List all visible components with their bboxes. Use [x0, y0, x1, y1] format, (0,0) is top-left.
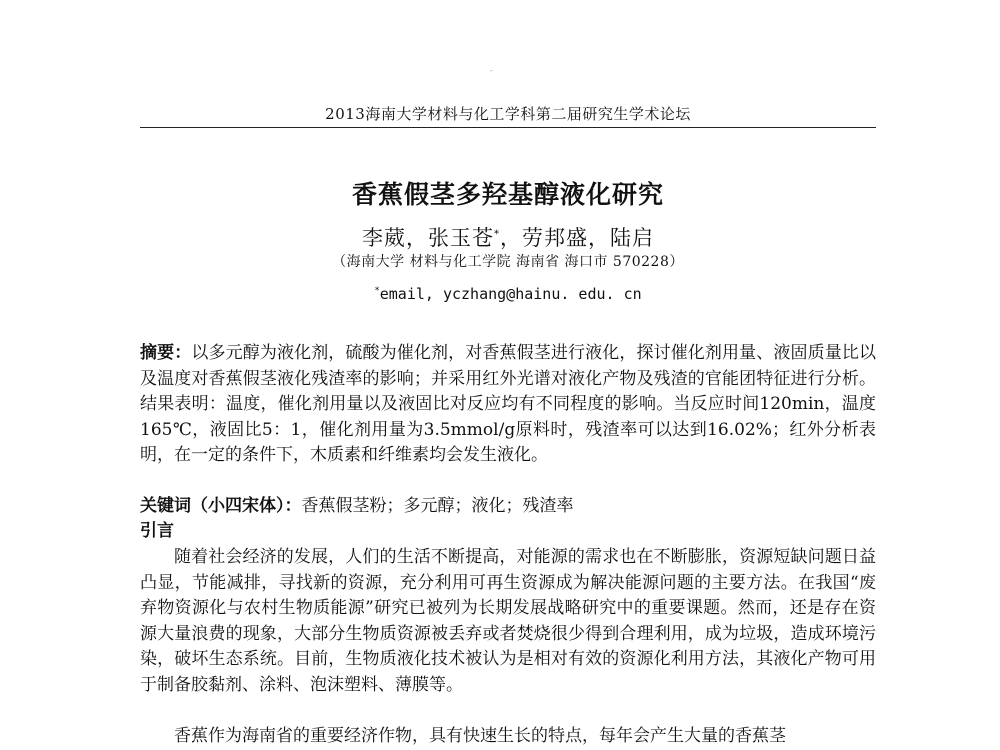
scan-speck: - — [490, 66, 493, 75]
abstract-label: 摘要： — [140, 343, 192, 363]
author-line — [140, 222, 876, 252]
email-mark: * — [374, 286, 380, 296]
conference-header: 2013海南大学材料与化工学科第二届研究生学术论坛 — [325, 105, 691, 123]
keywords-text: 香蕉假茎粉；多元醇；液化；残渣率 — [301, 496, 574, 516]
section-heading: 引言 — [140, 521, 174, 541]
corresponding-author-mark: * — [494, 229, 500, 240]
authors-prefix: 李葳，张玉苍 — [362, 226, 494, 250]
intro-paragraph-2: 香蕉作为海南省的重要经济作物，具有快速生长的特点，每年会产生大量的香蕉茎 — [174, 726, 786, 746]
intro-paragraph: 随着社会经济的发展，人们的生活不断提高，对能源的需求也在不断膨胀，资源短缺问题日益凸显，节能减排，寻找新的资源，充分利用可再生资源成为解决能源问题的主要方法。在我国“废弃物资源化与农村生物质能源”研究已被列为长期发展战略研究中的重要课题。然而，还是存在资源大量浪费的现象，大部分生物质资源被丢弃或者焚烧很少得到合理利用，成为垃圾，造成环境污染，破坏生态系统。目前，生物质液化技术被认为是相对有效的资源化利用方法，其液化产物可用于制备胶黏剂、涂料、泡沫塑料、薄膜等。 — [140, 547, 876, 695]
paper-title: 香蕉假茎多羟基醇液化研究 — [351, 180, 664, 209]
header-rule — [140, 127, 876, 128]
abstract-text: 以多元醇为液化剂，硫酸为催化剂，对香蕉假茎进行液化，探讨催化剂用量、液固质量比以及温度对香蕉假茎液化残渣率的影响；并采用红外光谱对液化产物及残渣的官能团特征进行分析。结果表明：温度，催化剂用量以及液固比对反应均有不同程度的影响。当反应时间120min，温度165℃，液固比5：1，催化剂用量为3.5mmol/g原料时，残渣率可以达到16.02%；红外分析表明，在一定的条件下，木质素和纤维素均会发生液化。 — [140, 343, 877, 465]
abstract — [140, 341, 876, 469]
keywords — [140, 494, 876, 520]
authors-suffix: ，劳邦盛，陆启 — [500, 226, 654, 250]
email-line — [140, 285, 876, 303]
keywords-label: 关键词（小四宋体）： — [140, 496, 302, 516]
email-address: email, yczhang@hainu. edu. cn — [379, 285, 642, 303]
affiliation: （海南大学 材料与化工学院 海南省 海口市 570228） — [332, 254, 684, 270]
